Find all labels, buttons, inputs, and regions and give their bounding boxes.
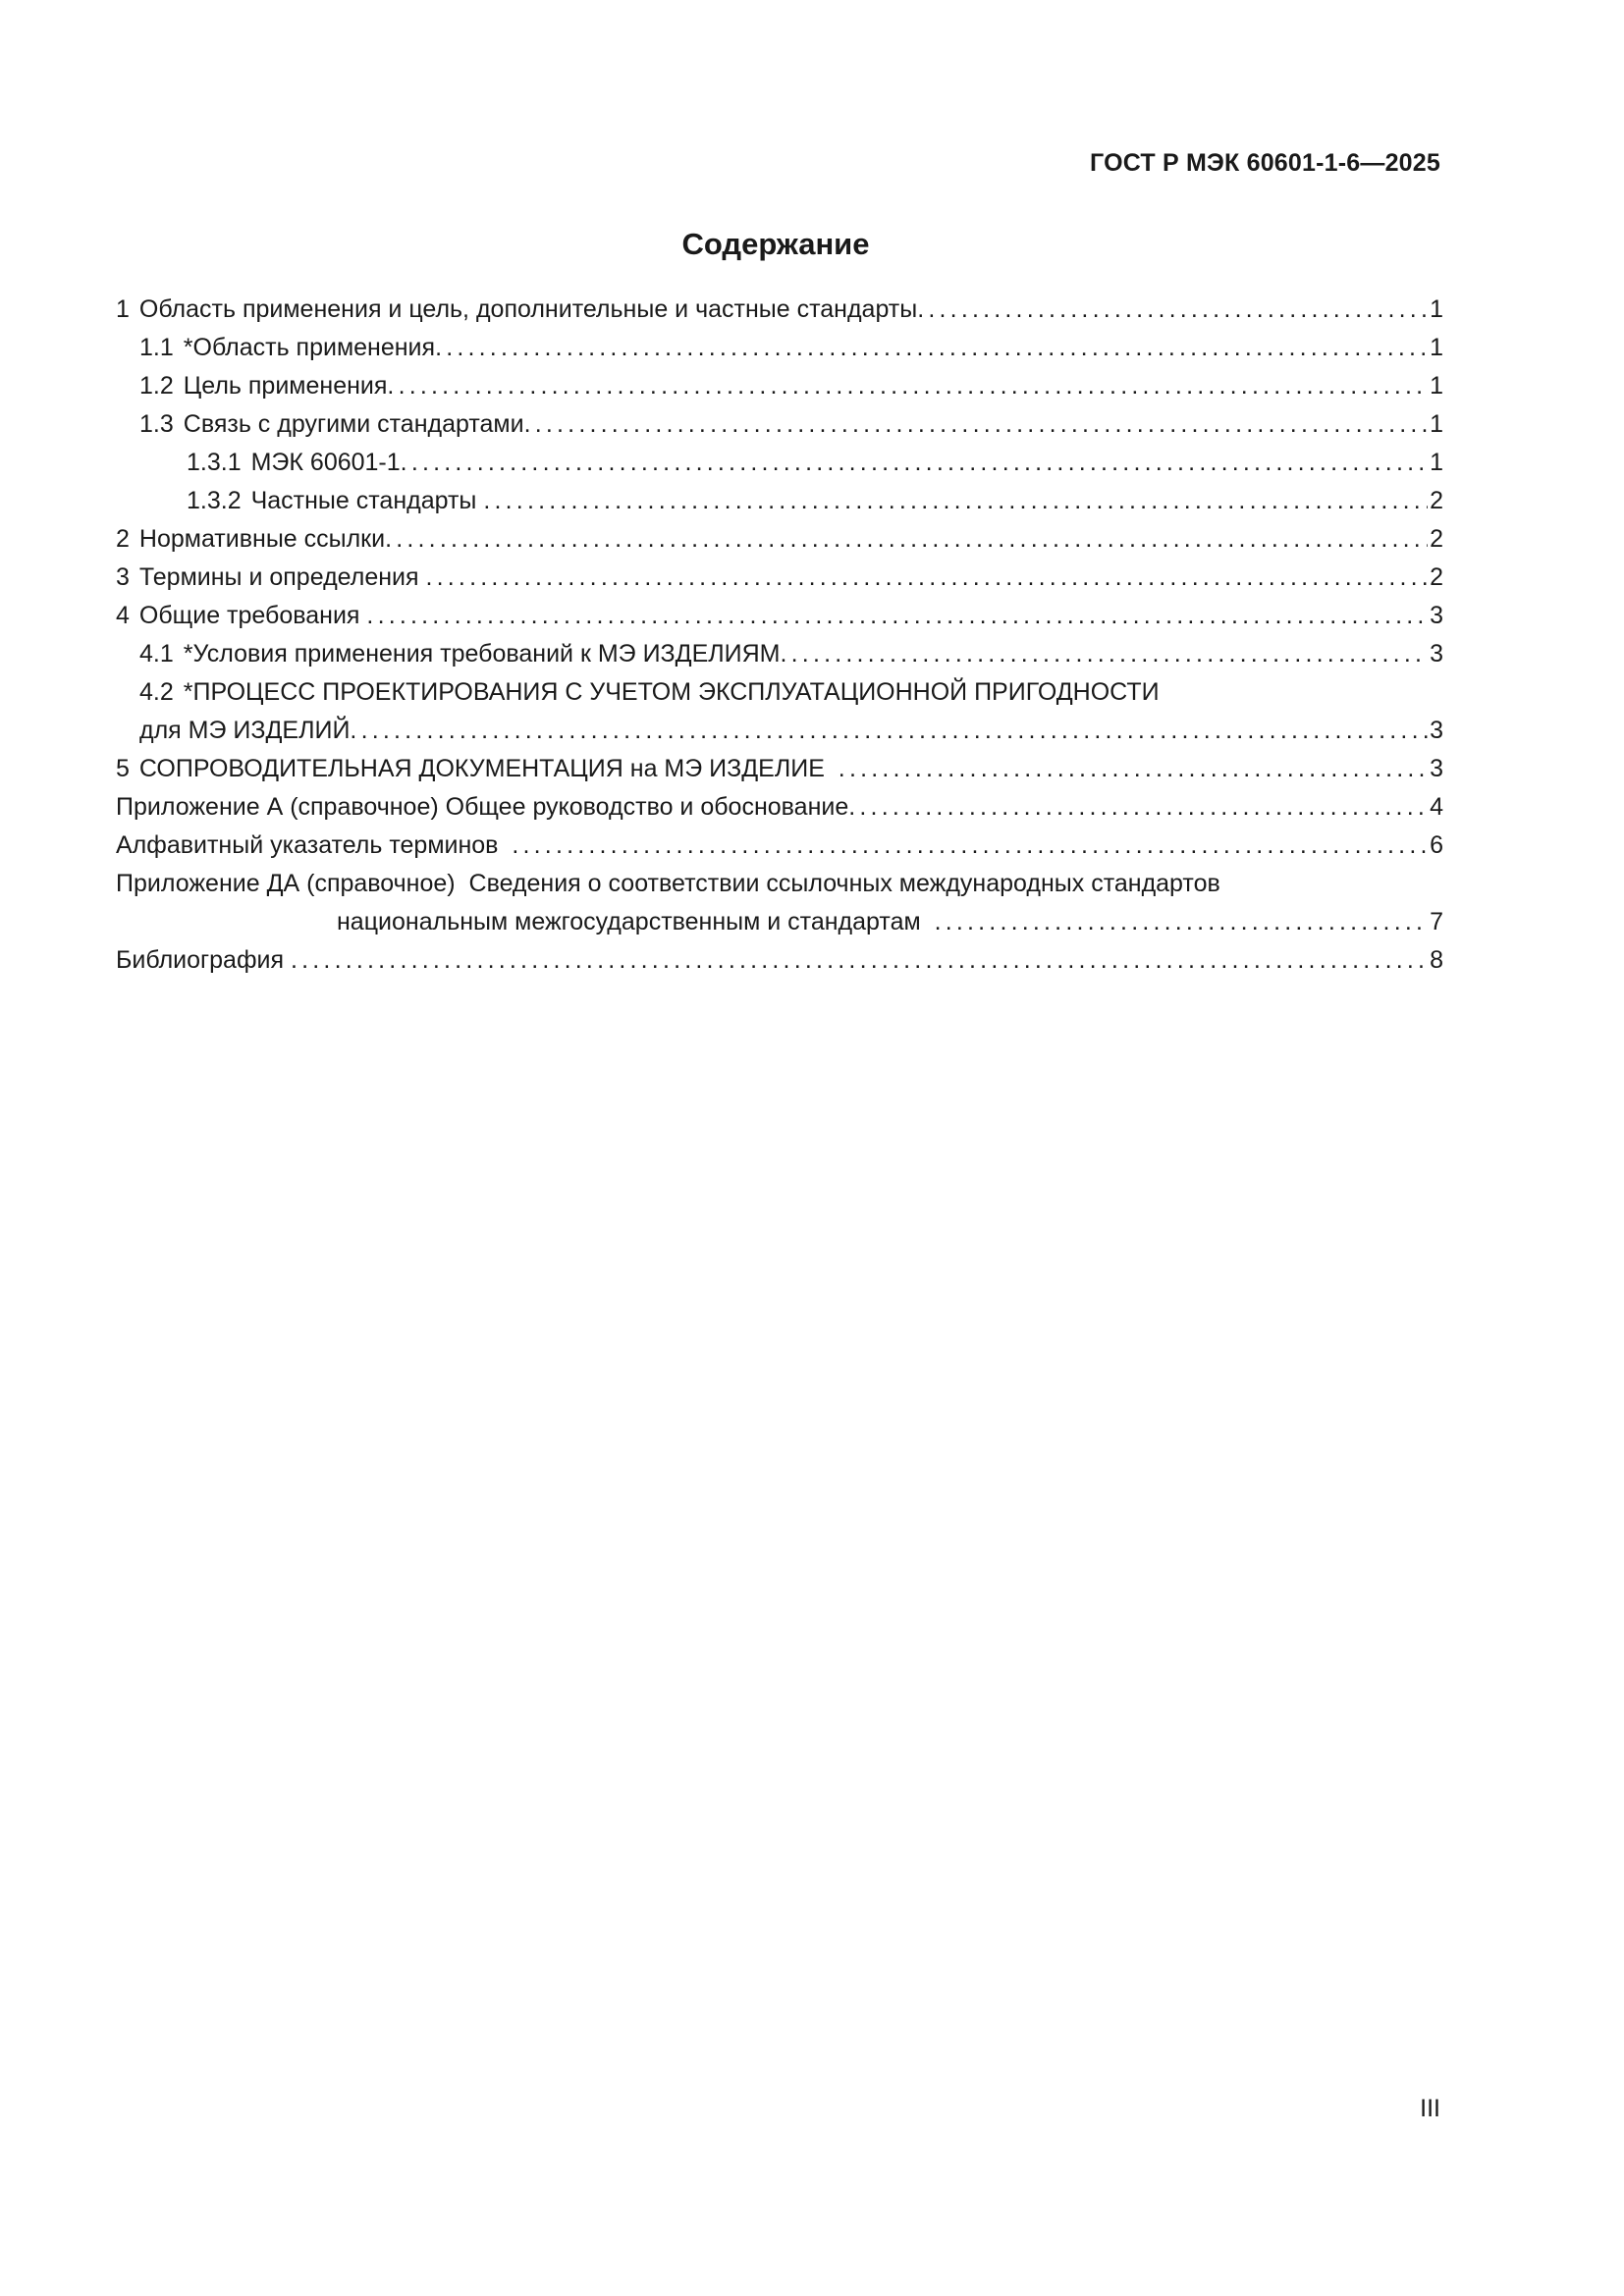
toc-entry-text: Термины и определения	[138, 563, 419, 591]
toc-title: Содержание	[681, 227, 870, 261]
toc-leader-dots	[935, 903, 1429, 941]
toc-entry-text: Библиография	[116, 946, 285, 974]
toc-entry-number: 1.3.2	[187, 487, 242, 514]
toc-leader-dots	[425, 559, 1428, 597]
toc-entry-1-2[interactable]	[116, 367, 1443, 405]
toc-leader-dots	[387, 367, 1428, 405]
toc-entry-page: 8	[1430, 946, 1443, 974]
toc-entry-text: Частные стандарты	[250, 487, 477, 514]
toc-entry-text: Связь с другими стандартами	[183, 410, 524, 438]
toc-leader-dots	[839, 750, 1428, 788]
toc-entry-number: 4	[116, 602, 130, 629]
page-number: III	[1420, 2095, 1440, 2122]
toc-leader-dots	[366, 597, 1428, 635]
toc-leader-dots	[781, 635, 1429, 673]
toc-entry-1-3[interactable]	[116, 405, 1443, 444]
toc-leader-dots	[483, 482, 1428, 520]
toc-entry-text: Алфавитный указатель терминов	[116, 831, 499, 859]
toc-entry-number: 4.2	[139, 678, 174, 706]
toc-entry-appendix-da-continuation[interactable]	[116, 903, 1443, 941]
toc-entry-number: 1.3.1	[187, 449, 242, 476]
toc-entry-number: 4.1	[139, 640, 174, 667]
toc-entry-text: *Область применения	[183, 334, 436, 361]
toc-entry-number: 1.3	[139, 410, 174, 438]
toc-entry-number: 1.1	[139, 334, 174, 361]
toc-entry-number: 1.2	[139, 372, 174, 400]
toc-entry-text: Приложение А (справочное) Общее руководство и обоснование	[116, 793, 849, 821]
toc-leader-dots	[848, 788, 1428, 827]
toc-entry-page: 4	[1430, 793, 1443, 821]
toc-entry-text: Цель применения	[183, 372, 388, 400]
toc-entry-page: 1	[1430, 449, 1443, 476]
toc-entry-1-3-1[interactable]	[116, 444, 1443, 482]
toc-entry-text: СОПРОВОДИТЕЛЬНАЯ ДОКУМЕНТАЦИЯ на МЭ ИЗДЕЛИЕ	[138, 755, 825, 782]
toc-leader-dots	[291, 941, 1428, 980]
toc-entry-4-1[interactable]	[116, 635, 1443, 673]
toc-entry-page: 1	[1430, 372, 1443, 400]
toc-entry-appendix-da[interactable]	[116, 865, 1443, 903]
toc-entry-5[interactable]	[116, 750, 1443, 788]
toc-entry-3[interactable]	[116, 559, 1443, 597]
toc-entry-page: 3	[1430, 755, 1443, 782]
toc-entry-page: 2	[1430, 563, 1443, 591]
toc-entry-number: 1	[116, 295, 130, 323]
toc-entry-page: 1	[1430, 295, 1443, 323]
toc-entry-appendix-a[interactable]	[116, 788, 1443, 827]
toc-entry-text: Общие требования	[138, 602, 360, 629]
toc-leader-dots	[512, 827, 1428, 865]
toc-entry-text: Приложение ДА (справочное) Сведения о соответствии ссылочных международных стандартов	[116, 870, 1220, 897]
toc-entry-text: *ПРОЦЕСС ПРОЕКТИРОВАНИЯ С УЧЕТОМ ЭКСПЛУАТАЦИОННОЙ ПРИГОДНОСТИ	[183, 678, 1160, 706]
toc-entry-1-3-2[interactable]	[116, 482, 1443, 520]
toc-entry-number: 5	[116, 755, 130, 782]
toc-entry-page: 3	[1430, 640, 1443, 667]
toc-entry-number: 3	[116, 563, 130, 591]
toc-entry-bibliography[interactable]	[116, 941, 1443, 980]
toc-entry-2[interactable]	[116, 520, 1443, 559]
toc-leader-dots	[917, 291, 1428, 329]
toc-entry-4-2-continuation[interactable]	[116, 712, 1443, 750]
toc-entry-number: 2	[116, 525, 130, 553]
toc-entry-page: 3	[1430, 602, 1443, 629]
toc-leader-dots	[401, 444, 1428, 482]
toc-entry-text-continuation: национальным межгосударственным и стандартам	[337, 908, 921, 935]
toc-entry-page: 6	[1430, 831, 1443, 859]
toc-entry-4[interactable]	[116, 597, 1443, 635]
toc-entry-text: *Условия применения требований к МЭ ИЗДЕЛИЯМ	[183, 640, 781, 667]
table-of-contents	[116, 291, 1443, 980]
toc-entry-1[interactable]	[116, 291, 1443, 329]
toc-entry-page: 7	[1430, 908, 1443, 935]
toc-leader-dots	[524, 405, 1429, 444]
toc-entry-page: 2	[1430, 525, 1443, 553]
toc-entry-page: 2	[1430, 487, 1443, 514]
toc-entry-text-continuation: для МЭ ИЗДЕЛИЙ	[139, 717, 351, 744]
toc-entry-alphabetical-index[interactable]	[116, 827, 1443, 865]
toc-entry-page: 1	[1430, 334, 1443, 361]
toc-entry-text: МЭК 60601-1	[250, 449, 401, 476]
document-code-header: ГОСТ Р МЭК 60601-1-6—2025	[1090, 149, 1440, 177]
toc-entry-1-1[interactable]	[116, 329, 1443, 367]
toc-entry-text: Нормативные ссылки	[138, 525, 386, 553]
toc-leader-dots	[435, 329, 1428, 367]
toc-leader-dots	[350, 712, 1428, 750]
toc-entry-text: Область применения и цель, дополнительные и частные стандарты	[138, 295, 918, 323]
toc-entry-page: 3	[1430, 717, 1443, 744]
toc-leader-dots	[385, 520, 1428, 559]
toc-entry-page: 1	[1430, 410, 1443, 438]
toc-entry-4-2[interactable]	[116, 673, 1443, 712]
